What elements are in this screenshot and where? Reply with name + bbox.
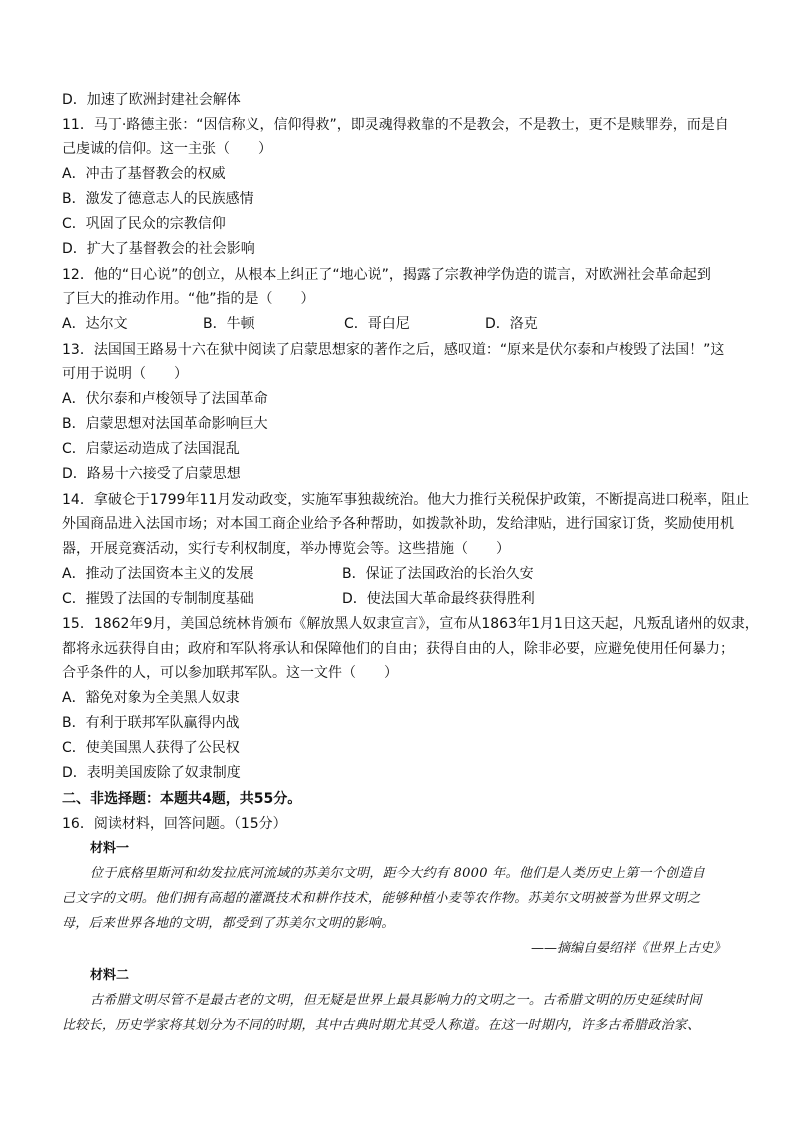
q12-stem-line1: 12．他的“日心说”的创立，从根本上纠正了“地心说”，揭露了宗教神学伪造的谎言，对欧洲社会革命起到 bbox=[62, 267, 711, 283]
q15-option-d: D．表明美国废除了奴隶制度 bbox=[62, 765, 241, 781]
material-1-line2: 己文字的文明。他们拥有高超的灌溉技术和耕作技术，能够种植小麦等农作物。苏美尔文明被誉为世界文明之 bbox=[62, 891, 701, 906]
q15-stem-line3: 合乎条件的人，可以参加联邦军队。这一文件（ ） bbox=[62, 665, 398, 681]
q14-option-a: A．推动了法国资本主义的发展 bbox=[62, 566, 254, 582]
q15-option-c: C．使美国黑人获得了公民权 bbox=[62, 740, 240, 756]
q11-option-d: D．扩大了基督教会的社会影响 bbox=[62, 241, 255, 257]
q13-option-b: B．启蒙思想对法国革命影响巨大 bbox=[62, 416, 268, 432]
q11-option-b: B．激发了德意志人的民族感情 bbox=[62, 191, 254, 207]
q15-stem-line2: 都将永远获得自由；政府和军队将承认和保障他们的自由；获得自由的人，除非必要，应避免使用任何暴力； bbox=[62, 641, 734, 657]
q14-stem-line1: 14．拿破仑于1799年11月发动政变，实施军事独裁统治。他大力推行关税保护政策，不断提高进口税率，阻止 bbox=[62, 492, 750, 508]
q15-option-b: B．有利于联邦军队赢得内战 bbox=[62, 715, 240, 731]
q15-option-a: A．豁免对象为全美黑人奴隶 bbox=[62, 690, 240, 706]
q15-stem-line1: 15．1862年9月，美国总统林肯颁布《解放黑人奴隶宣言》，宣布从1863年1月1日这天起，凡叛乱诸州的奴隶， bbox=[62, 616, 759, 632]
material-2-line1: 古希腊文明尽管不是最古老的文明，但无疑是世界上最具影响力的文明之一。古希腊文明的历史延续时间 bbox=[90, 993, 702, 1008]
material-1-line3: 母，后来世界各地的文明，都受到了苏美尔文明的影响。 bbox=[62, 916, 395, 931]
q11-option-c: C．巩固了民众的宗教信仰 bbox=[62, 216, 226, 232]
q14-options-row2 bbox=[62, 589, 622, 609]
q11-option-a: A．冲击了基督教会的权威 bbox=[62, 166, 226, 182]
material-2-line2: 比较长，历史学家将其划分为不同的时期，其中古典时期尤其受人称道。在这一时期内，许多古希腊政治家、 bbox=[62, 1018, 701, 1033]
material-1-source: ——摘编自晏绍祥《世界上古史》 bbox=[530, 941, 726, 956]
q14-option-b: B．保证了法国政治的长治久安 bbox=[342, 566, 534, 582]
material-2-title: 材料二 bbox=[90, 968, 130, 983]
q12-options bbox=[62, 314, 626, 334]
q12-stem-line2: 了巨大的推动作用。“他”指的是（ ） bbox=[62, 291, 315, 307]
q13-stem-line2: 可用于说明（ ） bbox=[62, 366, 188, 382]
q13-option-a: A．伏尔泰和卢梭领导了法国革命 bbox=[62, 391, 268, 407]
q13-option-d: D．路易十六接受了启蒙思想 bbox=[62, 466, 241, 482]
q11-stem-line2: 己虔诚的信仰。这一主张（ ） bbox=[62, 141, 272, 157]
q11-stem-line1: 11．马丁·路德主张：“因信称义，信仰得救”，即灵魂得救靠的不是教会，不是教士，更不是赎罪券，而是自 bbox=[62, 117, 729, 133]
q12-option-c: C．哥白尼 bbox=[344, 316, 410, 332]
q13-option-c: C．启蒙运动造成了法国混乱 bbox=[62, 441, 240, 457]
q16-stem: 16．阅读材料，回答问题。（15分） bbox=[62, 816, 287, 832]
q14-option-d: D．使法国大革命最终获得胜利 bbox=[342, 591, 535, 607]
material-1-title: 材料一 bbox=[90, 841, 130, 856]
q12-option-d: D．洛克 bbox=[485, 316, 538, 332]
q12-option-a: A．达尔文 bbox=[62, 316, 128, 332]
q12-option-b: B．牛顿 bbox=[203, 316, 255, 332]
q13-stem-line1: 13．法国国王路易十六在狱中阅读了启蒙思想家的著作之后，感叹道：“原来是伏尔泰和卢梭毁了法国！”这 bbox=[62, 342, 725, 358]
q14-option-c: C．摧毁了法国的专制制度基础 bbox=[62, 591, 254, 607]
q14-options-row1 bbox=[62, 564, 622, 584]
q10-option-d: D．加速了欧洲封建社会解体 bbox=[62, 92, 241, 108]
q14-stem-line3: 器，开展竞赛活动，实行专利权制度，举办博览会等。这些措施（ ） bbox=[62, 541, 510, 557]
section-2-heading: 二、非选择题：本题共4题，共55分。 bbox=[62, 791, 302, 807]
q14-stem-line2: 外国商品进入法国市场；对本国工商企业给予各种帮助，如拨款补助，发给津贴，进行国家订货，奖励使用机 bbox=[62, 516, 734, 532]
material-1-line1: 位于底格里斯河和幼发拉底河流域的苏美尔文明，距今大约有 8000 年。他们是人类历史上第一个创造自 bbox=[90, 866, 706, 881]
